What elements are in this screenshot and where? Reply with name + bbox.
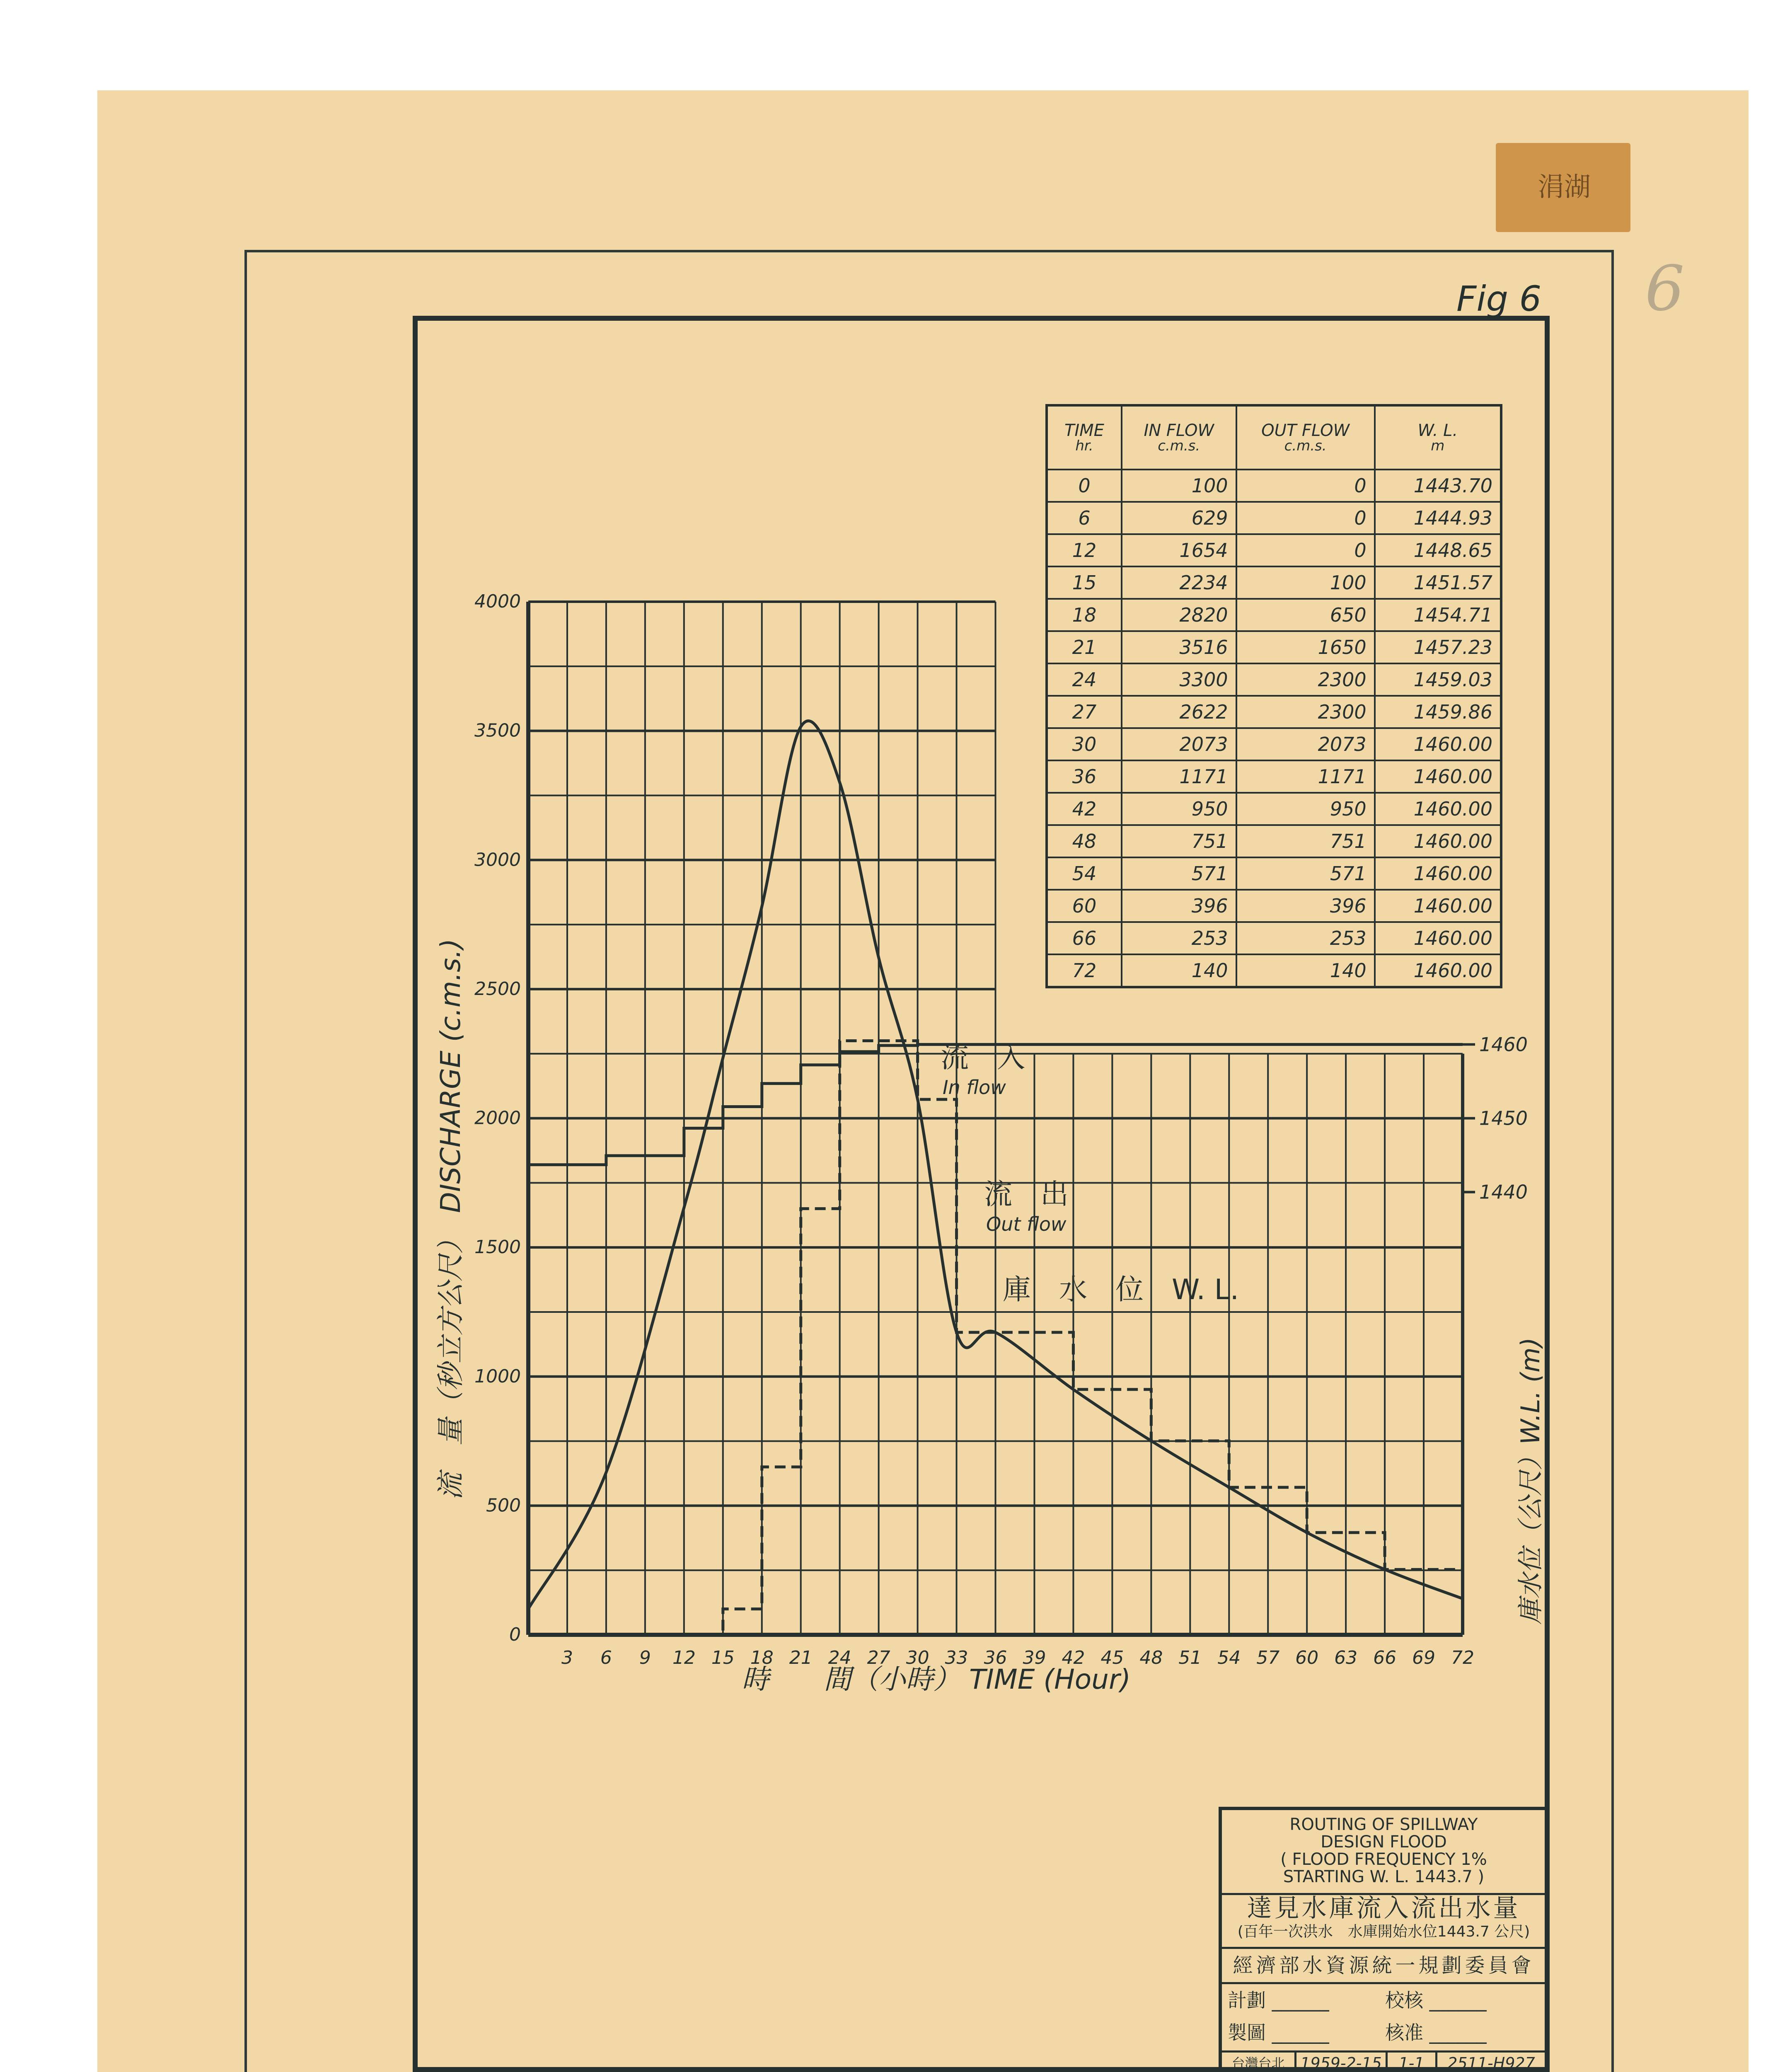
table-cell: 1457.23 <box>1375 631 1501 663</box>
sign-draw: 製圖 ______ <box>1228 2021 1329 2044</box>
y-tick-label: 500 <box>486 1495 521 1516</box>
table-cell: 15 <box>1047 566 1122 599</box>
table-row <box>1047 954 1501 987</box>
table-row <box>1047 760 1501 793</box>
header-unit: hr. <box>1075 438 1093 454</box>
table-cell: 1460.00 <box>1375 857 1501 890</box>
table-cell: 571 <box>1122 857 1236 890</box>
title-block <box>1219 1807 1549 2072</box>
title-en-line3: ( FLOOD FREQUENCY 1% <box>1280 1850 1487 1869</box>
y-tick-label: 3500 <box>474 720 521 741</box>
table-cell: 27 <box>1047 696 1122 728</box>
x-tick-label: 60 <box>1295 1647 1319 1668</box>
table-cell: 60 <box>1047 890 1122 922</box>
table-cell: 950 <box>1236 793 1375 825</box>
table-cell: 2300 <box>1236 696 1375 728</box>
right-tick-label: 1460 <box>1479 1033 1528 1056</box>
table-cell: 253 <box>1122 922 1236 954</box>
table-cell: 2820 <box>1122 599 1236 631</box>
x-tick-label: 21 <box>789 1647 813 1668</box>
drawing-sheet: 1-1 <box>1388 2053 1437 2072</box>
table-cell: 1460.00 <box>1375 728 1501 760</box>
table-row <box>1047 825 1501 857</box>
y-tick-label: 4000 <box>474 591 521 612</box>
table-cell: 42 <box>1047 793 1122 825</box>
table-cell: 1454.71 <box>1375 599 1501 631</box>
sign-plan: 計劃 ______ <box>1228 1989 1329 2011</box>
table-cell: 650 <box>1236 599 1375 631</box>
x-tick-label: 63 <box>1334 1647 1358 1668</box>
outflow-label-en: Out flow <box>986 1213 1067 1235</box>
table-cell: 6 <box>1047 502 1122 534</box>
header-label: TIME <box>1064 421 1104 440</box>
drawing-place: 台灣台北 <box>1222 2053 1296 2072</box>
drawing-date: 1959-2-15 <box>1296 2053 1388 2072</box>
table-row <box>1047 922 1501 954</box>
table-cell: 1654 <box>1122 534 1236 566</box>
table-cell: 1443.70 <box>1375 470 1501 502</box>
table-header-cell <box>1047 405 1122 470</box>
table-cell: 72 <box>1047 954 1122 987</box>
table-row <box>1047 566 1501 599</box>
x-tick-label: 69 <box>1412 1647 1436 1668</box>
organization-name: 經濟部水資源統一規劃委員會 <box>1222 1949 1546 1984</box>
table-cell: 1650 <box>1236 631 1375 663</box>
table-cell: 54 <box>1047 857 1122 890</box>
right-tick-label: 1450 <box>1479 1107 1528 1130</box>
signature-block <box>1222 1984 1546 2053</box>
table-cell: 140 <box>1236 954 1375 987</box>
right-tick-label: 1440 <box>1479 1181 1528 1203</box>
table-row <box>1047 663 1501 696</box>
table-cell: 48 <box>1047 825 1122 857</box>
routing-table <box>1045 404 1502 988</box>
x-tick-label: 15 <box>711 1647 735 1668</box>
title-en-line1: ROUTING OF SPILLWAY <box>1289 1815 1478 1834</box>
table-header-cell <box>1122 405 1236 470</box>
table-cell: 571 <box>1236 857 1375 890</box>
table-row <box>1047 534 1501 566</box>
table-cell: 253 <box>1236 922 1375 954</box>
x-tick-label: 30 <box>906 1647 929 1668</box>
title-zh-line1: 達見水庫流入流出水量 <box>1247 1894 1521 1923</box>
x-tick-label: 33 <box>945 1647 968 1668</box>
table-cell: 2073 <box>1122 728 1236 760</box>
y-tick-label: 1000 <box>474 1365 521 1387</box>
table-row <box>1047 470 1501 502</box>
table-row <box>1047 728 1501 760</box>
x-tick-label: 57 <box>1256 1647 1280 1668</box>
drawing-number: 2511-H927 <box>1447 2054 1535 2072</box>
header-label: IN FLOW <box>1144 421 1214 440</box>
table-cell: 751 <box>1236 825 1375 857</box>
title-block-english <box>1222 1810 1546 1895</box>
table-cell: 1444.93 <box>1375 502 1501 534</box>
table-cell: 1171 <box>1236 760 1375 793</box>
table-cell: 1460.00 <box>1375 793 1501 825</box>
table-cell: 1460.00 <box>1375 825 1501 857</box>
x-tick-label: 18 <box>750 1647 774 1668</box>
table-cell: 0 <box>1047 470 1122 502</box>
y-tick-label: 3000 <box>474 849 521 871</box>
table-cell: 629 <box>1122 502 1236 534</box>
x-tick-label: 48 <box>1139 1647 1163 1668</box>
wl-label: 庫 水 位 W. L. <box>1003 1273 1239 1306</box>
table-row <box>1047 890 1501 922</box>
table-cell: 0 <box>1236 470 1375 502</box>
table-cell: 1459.86 <box>1375 696 1501 728</box>
table-cell: 1460.00 <box>1375 760 1501 793</box>
tape-label: 涓湖 <box>1538 172 1591 203</box>
x-tick-label: 27 <box>867 1647 890 1668</box>
header-unit: c.m.s. <box>1158 438 1200 454</box>
x-tick-label: 42 <box>1062 1647 1085 1668</box>
table-cell: 100 <box>1122 470 1236 502</box>
table-row <box>1047 599 1501 631</box>
y-tick-label: 1500 <box>474 1237 521 1258</box>
table-cell: 396 <box>1236 890 1375 922</box>
table-cell: 140 <box>1122 954 1236 987</box>
table-cell: 3300 <box>1122 663 1236 696</box>
table-header-cell <box>1375 405 1501 470</box>
x-axis-title: 時 間（小時） TIME (Hour) <box>742 1663 1131 1695</box>
sign-check: 校核 ______ <box>1385 1989 1487 2011</box>
title-block-footer <box>1222 2053 1546 2072</box>
table-cell: 1451.57 <box>1375 566 1501 599</box>
table-cell: 0 <box>1236 502 1375 534</box>
table-cell: 24 <box>1047 663 1122 696</box>
x-tick-label: 36 <box>984 1647 1007 1668</box>
table-cell: 751 <box>1122 825 1236 857</box>
table-row <box>1047 793 1501 825</box>
figure-label: Fig 6 <box>1456 278 1542 319</box>
table-row <box>1047 857 1501 890</box>
table-cell: 1459.03 <box>1375 663 1501 696</box>
table-cell: 1460.00 <box>1375 922 1501 954</box>
x-tick-label: 66 <box>1373 1647 1397 1668</box>
header-unit: c.m.s. <box>1284 438 1327 454</box>
x-tick-label: 51 <box>1178 1647 1202 1668</box>
header-unit: m <box>1431 438 1445 454</box>
table-cell: 36 <box>1047 760 1122 793</box>
table-body <box>1047 470 1501 987</box>
x-tick-label: 12 <box>672 1647 696 1668</box>
inflow-label-zh: 流 入 <box>941 1041 1026 1074</box>
outflow-label-zh: 流 出 <box>984 1178 1069 1211</box>
table-cell: 21 <box>1047 631 1122 663</box>
inflow-label-en: In flow <box>943 1076 1006 1099</box>
table-row <box>1047 696 1501 728</box>
y-axis-title-left: 流 量（秒立方公尺） DISCHARGE (c.m.s.) <box>435 938 467 1500</box>
table-cell: 3516 <box>1122 631 1236 663</box>
table-cell: 1171 <box>1122 760 1236 793</box>
x-tick-label: 24 <box>828 1647 851 1668</box>
chart-labels <box>435 939 1546 1695</box>
table-cell: 396 <box>1122 890 1236 922</box>
x-tick-label: 9 <box>639 1647 651 1668</box>
header-label: W. L. <box>1417 421 1458 440</box>
x-tick-label: 39 <box>1023 1647 1046 1668</box>
table-cell: 1460.00 <box>1375 890 1501 922</box>
table-cell: 1460.00 <box>1375 954 1501 987</box>
table-cell: 2622 <box>1122 696 1236 728</box>
title-zh-line2: (百年一次洪水 水庫開始水位1443.7 公尺) <box>1237 1923 1530 1940</box>
table-cell: 2300 <box>1236 663 1375 696</box>
table-row <box>1047 502 1501 534</box>
y-tick-label: 2500 <box>474 978 521 1000</box>
table-header-row <box>1047 405 1501 470</box>
title-en-line2: DESIGN FLOOD <box>1321 1832 1447 1852</box>
table-cell: 18 <box>1047 599 1122 631</box>
table-cell: 1448.65 <box>1375 534 1501 566</box>
y-tick-label: 0 <box>509 1624 521 1645</box>
title-block-chinese <box>1222 1895 1546 1949</box>
y-axis-title-right: 庫水位（公尺）W.L. (m) <box>1515 1337 1546 1624</box>
table-cell: 2073 <box>1236 728 1375 760</box>
pencil-page-number: 6 <box>1645 253 1685 325</box>
table-row <box>1047 631 1501 663</box>
table-cell: 0 <box>1236 534 1375 566</box>
header-label: OUT FLOW <box>1261 421 1350 440</box>
x-tick-label: 6 <box>600 1647 612 1668</box>
y-tick-label: 2000 <box>474 1107 521 1129</box>
x-tick-label: 72 <box>1451 1647 1474 1668</box>
x-tick-label: 45 <box>1101 1647 1124 1668</box>
x-tick-label: 54 <box>1217 1647 1241 1668</box>
table-cell: 30 <box>1047 728 1122 760</box>
title-en-line4: STARTING W. L. 1443.7 ) <box>1283 1867 1485 1886</box>
table-cell: 950 <box>1122 793 1236 825</box>
table-cell: 100 <box>1236 566 1375 599</box>
table-cell: 66 <box>1047 922 1122 954</box>
table-cell: 12 <box>1047 534 1122 566</box>
table-cell: 2234 <box>1122 566 1236 599</box>
table-header-cell <box>1236 405 1375 470</box>
x-tick-label: 3 <box>561 1647 573 1668</box>
sign-approve: 核准 ______ <box>1385 2021 1487 2044</box>
